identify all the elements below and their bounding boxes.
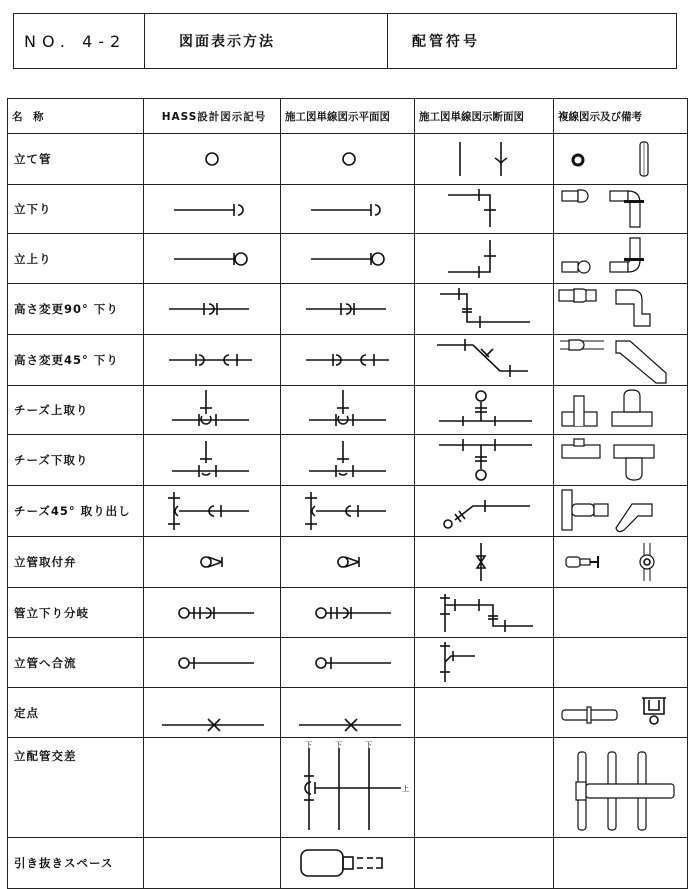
- symbol-name: 立上り: [8, 234, 144, 284]
- cell-plan: [281, 838, 415, 889]
- cell-plan: [281, 738, 415, 838]
- table-row: [8, 335, 688, 386]
- cell-hass: [144, 185, 281, 234]
- cell-double-line: [554, 588, 688, 638]
- fixed-point-icon: [144, 688, 280, 737]
- cell-plan: [281, 435, 415, 486]
- branch-drop-icon: [281, 588, 414, 637]
- cell-section: [415, 134, 554, 185]
- symbol-name: 立下り: [8, 185, 144, 234]
- line-to-circle-icon: [281, 234, 414, 283]
- cell-plan: [281, 185, 415, 234]
- symbol-name: 高さ変更90° 下り: [8, 284, 144, 335]
- pipe-tee-45-icon: [554, 486, 687, 536]
- tee-45-icon: [144, 486, 280, 536]
- cell-double-line: [554, 638, 688, 688]
- cell-double-line: [554, 688, 688, 738]
- symbol-name: 立管取付弁: [8, 537, 144, 588]
- table-row: [8, 638, 688, 688]
- circle-icon: [144, 134, 280, 184]
- tee-up-section-icon: [415, 386, 553, 434]
- cell-plan: [281, 588, 415, 638]
- step-45-down-icon: [415, 335, 553, 385]
- cell-hass: [144, 284, 281, 335]
- symbol-name: 立て管: [8, 134, 144, 185]
- table-row: [8, 185, 688, 234]
- symbol-name: 管立下り分岐: [8, 588, 144, 638]
- cell-hass: [144, 588, 281, 638]
- document-number: NO. 4-2: [14, 14, 145, 68]
- symbol-name: 高さ変更45° 下り: [8, 335, 144, 386]
- pipe-symbol-table: [7, 98, 688, 889]
- step-90-down-icon: [415, 284, 553, 334]
- cell-hass: [144, 134, 281, 185]
- cell-section: [415, 335, 554, 386]
- svg-text:下: 下: [305, 741, 312, 749]
- cell-double-line: [554, 537, 688, 588]
- cell-double-line: [554, 486, 688, 537]
- symbol-name: 立管へ合流: [8, 638, 144, 688]
- cell-hass: [144, 688, 281, 738]
- cell-double-line: [554, 234, 688, 284]
- cell-double-line: [554, 386, 688, 435]
- header-name: 名 称: [8, 99, 144, 134]
- cell-plan: [281, 284, 415, 335]
- valve-on-riser-icon: [144, 537, 280, 587]
- cell-double-line: [554, 435, 688, 486]
- branch-drop-section-icon: [415, 588, 553, 637]
- join-riser-icon: [281, 638, 414, 687]
- cell-plan: [281, 234, 415, 284]
- cell-plan: [281, 335, 415, 386]
- svg-text:下: 下: [335, 741, 342, 749]
- cell-plan: [281, 134, 415, 185]
- cell-section: [415, 284, 554, 335]
- subject-title: 配管符号: [412, 34, 480, 50]
- cell-section: [415, 588, 554, 638]
- pipe-fixed-point-icon: [554, 688, 687, 737]
- table-row: [8, 386, 688, 435]
- line-to-open-circle-icon: [144, 185, 280, 233]
- pipe-elbow-down-icon: [554, 185, 687, 233]
- symbol-name: チーズ下取り: [8, 435, 144, 486]
- cell-hass: [144, 386, 281, 435]
- table-row: [8, 234, 688, 284]
- cell-plan: [281, 386, 415, 435]
- join-riser-section-icon: [415, 638, 553, 687]
- cell-section: [415, 234, 554, 284]
- tee-up-icon: [281, 386, 414, 434]
- symbol-name: 立配管交差: [8, 738, 144, 838]
- section-title: 図面表示方法: [145, 14, 388, 68]
- cell-hass: [144, 838, 281, 889]
- gate-valve-vertical-icon: [415, 537, 553, 587]
- offset-90-down-icon: [144, 284, 280, 334]
- vertical-line-and-arrow-icon: [415, 134, 553, 184]
- table-row: [8, 838, 688, 889]
- symbol-name: チーズ上取り: [8, 386, 144, 435]
- cell-section: [415, 738, 554, 838]
- pipe-tee-up-icon: [554, 386, 687, 434]
- cell-double-line: [554, 134, 688, 185]
- cell-hass: [144, 234, 281, 284]
- valve-on-riser-icon: [281, 537, 414, 587]
- cell-plan: [281, 486, 415, 537]
- cell-section: [415, 838, 554, 889]
- offset-45-down-icon: [144, 335, 280, 385]
- fixed-point-icon: [281, 688, 414, 737]
- header-double-line: 複線図示及び備考: [554, 99, 688, 134]
- table-row: [8, 537, 688, 588]
- cell-hass: [144, 638, 281, 688]
- cell-hass: [144, 738, 281, 838]
- join-riser-icon: [144, 638, 280, 687]
- line-to-circle-icon: [144, 234, 280, 283]
- title-block: [13, 13, 677, 69]
- double-circle-and-vertical-pipe-icon: [554, 134, 687, 184]
- header-plan: 施工図単線図示平面図: [281, 99, 415, 134]
- table-row: [8, 688, 688, 738]
- table-row: [8, 486, 688, 537]
- symbol-name: 定点: [8, 688, 144, 738]
- pipe-tee-down-icon: [554, 435, 687, 485]
- cell-double-line: [554, 738, 688, 838]
- circle-icon: [281, 134, 414, 184]
- cell-section: [415, 486, 554, 537]
- table-row: [8, 134, 688, 185]
- svg-text:上: 上: [402, 785, 409, 793]
- elbow-down-icon: [415, 185, 553, 233]
- branch-drop-icon: [144, 588, 280, 637]
- header-hass: HASS設計図示記号: [144, 99, 281, 134]
- table-row: [8, 738, 688, 838]
- pipe-offset-90-icon: [554, 284, 687, 334]
- cell-section: [415, 386, 554, 435]
- cell-plan: [281, 537, 415, 588]
- table-row: [8, 284, 688, 335]
- cell-plan: [281, 688, 415, 738]
- symbol-name: 引き抜きスペース: [8, 838, 144, 889]
- pipe-elbow-up-icon: [554, 234, 687, 283]
- tee-45-icon: [281, 486, 414, 536]
- branch-45-section-icon: [415, 486, 553, 536]
- riser-crossing-icon: [281, 738, 414, 837]
- cell-section: [415, 185, 554, 234]
- symbol-name: チーズ45° 取り出し: [8, 486, 144, 537]
- cell-hass: [144, 435, 281, 486]
- svg-text:下: 下: [365, 741, 372, 749]
- offset-45-down-icon: [281, 335, 414, 385]
- cell-section: [415, 688, 554, 738]
- header-section: 施工図単線図示断面図: [415, 99, 554, 134]
- table-header-row: [8, 99, 688, 134]
- cell-section: [415, 537, 554, 588]
- cell-section: [415, 638, 554, 688]
- pipe-riser-crossing-icon: [554, 738, 687, 837]
- line-to-open-circle-icon: [281, 185, 414, 233]
- cell-double-line: [554, 838, 688, 889]
- tee-down-section-icon: [415, 435, 553, 485]
- pipe-valve-icon: [554, 537, 687, 587]
- cell-section: [415, 435, 554, 486]
- elbow-up-icon: [415, 234, 553, 283]
- withdrawal-space-icon: [281, 838, 414, 888]
- table-row: [8, 435, 688, 486]
- offset-90-down-icon: [281, 284, 414, 334]
- cell-double-line: [554, 335, 688, 386]
- cell-hass: [144, 486, 281, 537]
- cell-hass: [144, 537, 281, 588]
- cell-hass: [144, 335, 281, 386]
- table-row: [8, 588, 688, 638]
- cell-double-line: [554, 284, 688, 335]
- tee-down-icon: [144, 435, 280, 485]
- cell-plan: [281, 638, 415, 688]
- tee-up-icon: [144, 386, 280, 434]
- cell-double-line: [554, 185, 688, 234]
- pipe-offset-45-icon: [554, 335, 687, 385]
- tee-down-icon: [281, 435, 414, 485]
